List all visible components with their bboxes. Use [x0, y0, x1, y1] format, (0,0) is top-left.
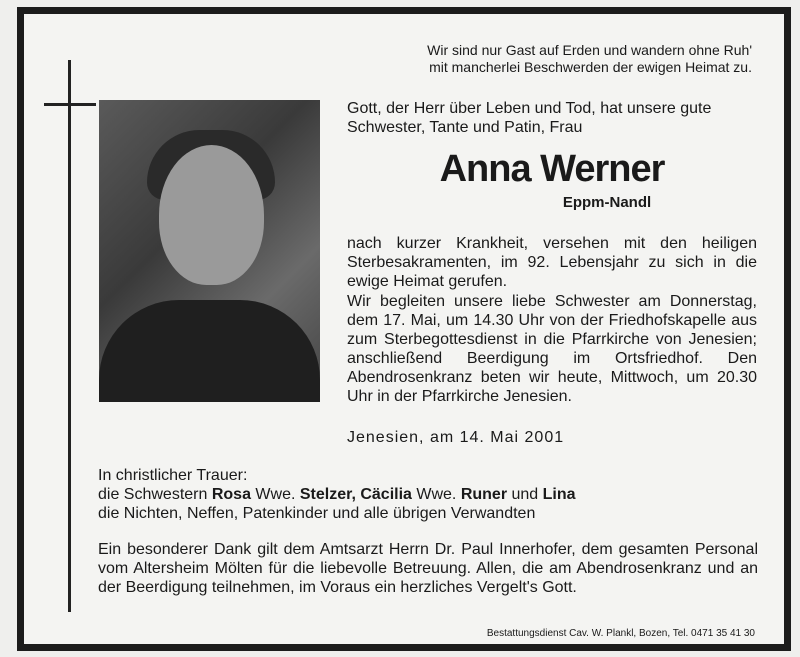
- mourners: [98, 485, 758, 504]
- text: Wwe.: [250, 486, 300, 503]
- text: und: [507, 486, 543, 503]
- motto: [392, 42, 752, 76]
- name: Lina: [542, 486, 576, 503]
- relatives: die Nichten, Neffen, Patenkinder und alle übrigen Verwandten: [98, 505, 536, 522]
- motto-line: mit mancherlei Beschwerden der ewigen Heimat zu.: [429, 59, 752, 75]
- intro-text: Gott, der Herr über Leben und Tod, hat unsere gute Schwester, Tante und Patin, Frau: [347, 100, 712, 136]
- name: Stelzer, Cäcilia: [299, 486, 412, 503]
- cross-icon: [68, 60, 71, 612]
- text: Wwe.: [411, 486, 461, 503]
- motto-line: Wir sind nur Gast auf Erden und wandern ohne Ruh': [427, 42, 752, 58]
- place-date: Jenesien, am 14. Mai 2001: [347, 429, 565, 446]
- cross-icon-bar: [44, 103, 96, 106]
- text: die Schwestern: [98, 486, 212, 503]
- thanks-text: Ein besonderer Dank gilt dem Amtsarzt Herrn Dr. Paul Innerhofer, dem gesamten Personal vom Altersheim Mölten für die liebevolle Betreuung. Allen, die am Abendrosenkranz und an der Beerdigung teilnehmen, im Voraus ein herzliches Vergelt's Gott.: [98, 541, 758, 596]
- death-text: nach kurzer Krankheit, versehen mit den heiligen Sterbesakramenten, im 92. Lebensjahr zu sich in die ewige Heimat gerufen.: [347, 235, 757, 290]
- mourning-title: In christlicher Trauer:: [98, 467, 248, 484]
- funeral-text: Wir begleiten unsere liebe Schwester am Donnerstag, dem 17. Mai, um 14.30 Uhr von der Friedhofskapelle aus zum Sterbegottesdienst in die Pfarrkirche von Jenesien; anschließend Beerdigung im Ortsfriedhof. Den Abendrosenkranz beten wir heute, Mittwoch, um 20.30 Uhr in der Pfarrkirche Jenesien.: [347, 293, 757, 405]
- name: Runer: [460, 486, 508, 503]
- portrait-photo: [99, 100, 320, 402]
- nickname: Eppm-Nandl: [562, 194, 652, 211]
- deceased-name: Anna Werner: [439, 148, 665, 190]
- name: Rosa: [211, 486, 251, 503]
- footer: Bestattungsdienst Cav. W. Plankl, Bozen, Tel. 0471 35 41 30: [486, 628, 755, 639]
